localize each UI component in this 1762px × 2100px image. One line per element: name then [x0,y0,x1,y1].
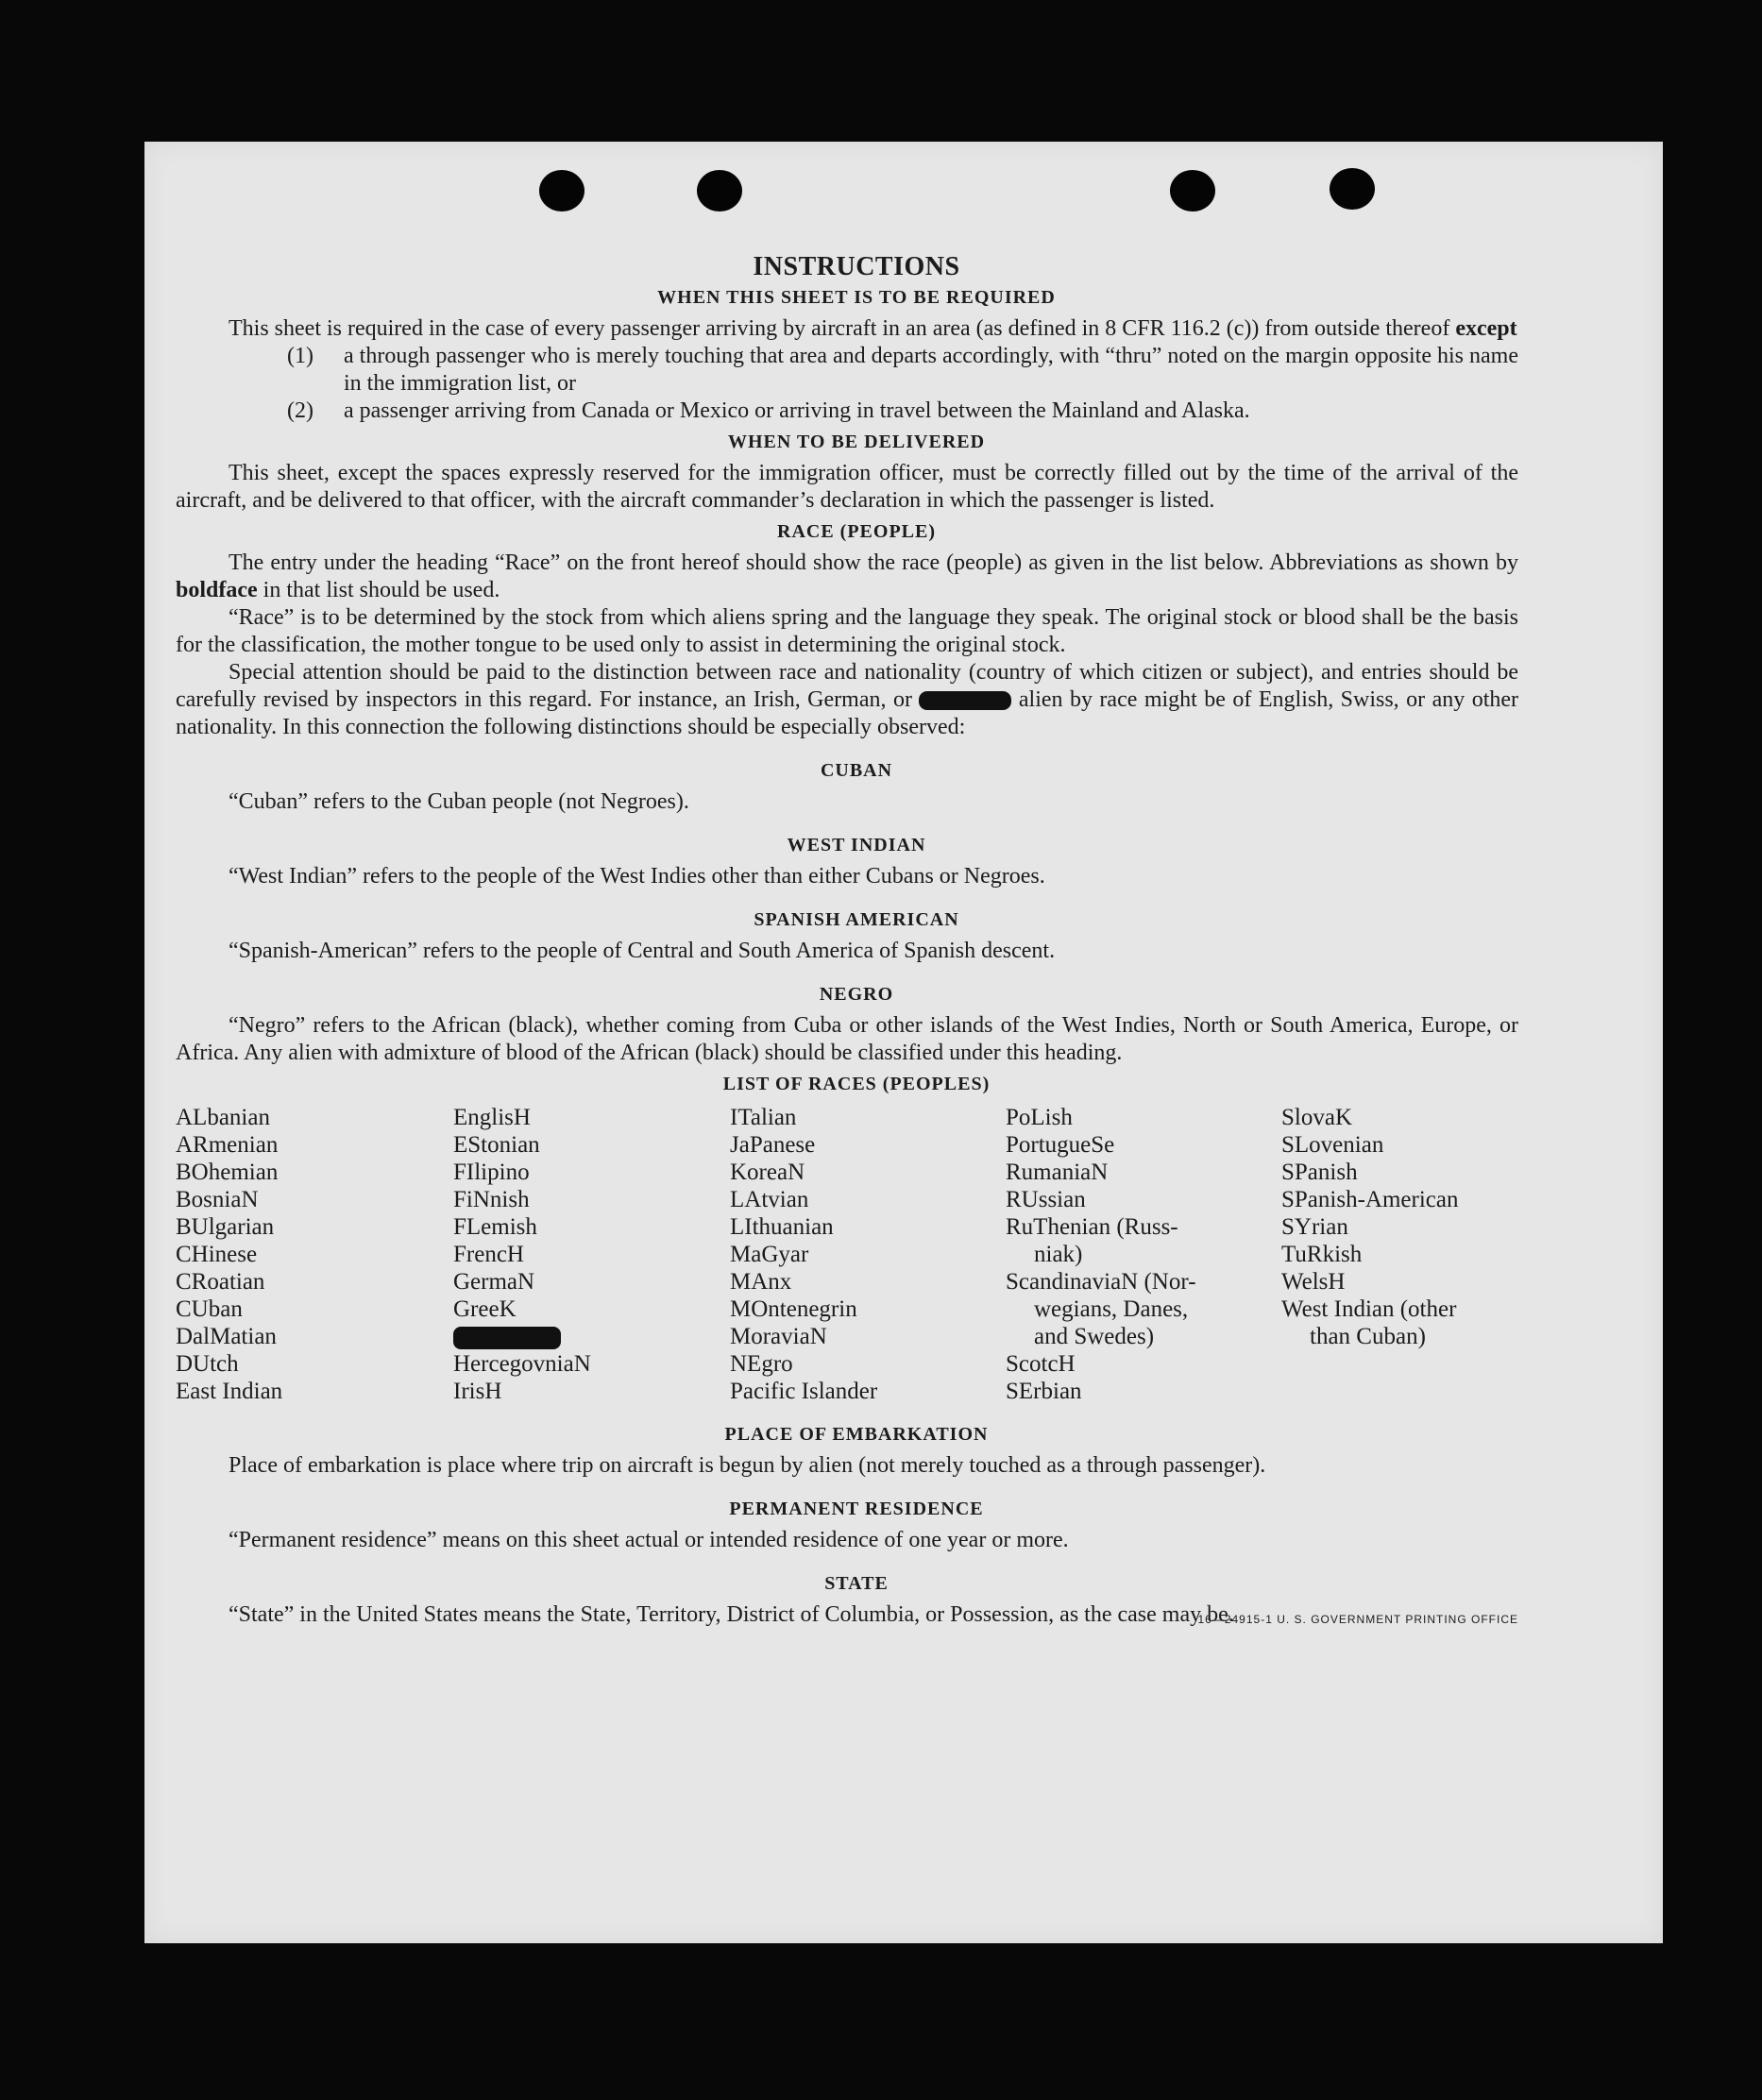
race-entry: West Indian (other [1281,1296,1457,1322]
race-entry: MaGyar [730,1242,809,1267]
race-entry: ALbanian [176,1105,270,1130]
punch-hole [1170,170,1215,212]
document-page [144,142,1663,1943]
races-column [453,1104,730,1405]
race-entry: GermaN [453,1269,535,1295]
heading-race: RACE (PEOPLE) [777,521,936,542]
heading-when-delivered: WHEN TO BE DELIVERED [727,432,986,452]
punch-hole [539,170,585,212]
race-entry: FiNnish [453,1187,530,1212]
residence-text: “Permanent residence” means on this sheet actual or intended residence of one year or more. [229,1528,1069,1552]
races-table [176,1104,1518,1405]
race-entry: DUtch [176,1351,239,1377]
race-entry: CRoatian [176,1269,265,1295]
race-entry: RUssian [1006,1187,1086,1212]
race-entry: MoraviaN [730,1324,827,1349]
heading-state: STATE [824,1573,889,1594]
races-column [730,1104,1006,1405]
printing-office-code: 16—24915-1 U. S. GOVERNMENT PRINTING OFFICE [1197,1613,1518,1626]
race-entry: East Indian [176,1379,283,1404]
race-entry: MAnx [730,1269,792,1295]
race-entry: ITalian [730,1105,797,1130]
race-entry: LAtvian [730,1187,809,1212]
race-entry: and Swedes) [1034,1324,1155,1349]
race-entry: SLovenian [1281,1132,1384,1158]
negro-text: “Negro” refers to the African (black), whether coming from Cuba or other islands of the West Indies, North or South America, Europe, or Africa. Any alien with admixture of blood of the African (black) should be classified under this heading. [176,1013,1518,1065]
race-entry: SPanish-American [1281,1187,1459,1212]
punch-hole [1330,168,1375,210]
west-indian-text: “West Indian” refers to the people of the West Indies other than either Cubans or Negroes. [229,864,1045,889]
races-column [1006,1104,1281,1405]
race-entry: SYrian [1281,1214,1348,1240]
cuban-text: “Cuban” refers to the Cuban people (not Negroes). [229,789,689,814]
spanish-american-text: “Spanish-American” refers to the people of Central and South America of Spanish descent. [229,939,1056,963]
race-entry: niak) [1034,1242,1083,1267]
race-entry: IrisH [453,1379,502,1404]
redaction-mark [453,1327,561,1349]
race-entry: ARmenian [176,1132,279,1158]
race-entry: ScandinaviaN (Nor- [1006,1269,1196,1295]
race-entry: PortugueSe [1006,1132,1115,1158]
punch-hole [697,170,742,212]
race-entry: EnglisH [453,1105,531,1130]
race-entry: KoreaN [730,1160,805,1185]
race-entry: BUlgarian [176,1214,275,1240]
race-entry: CHinese [176,1242,258,1267]
race-entry: ScotcH [1006,1351,1076,1377]
race-entry: GreeK [453,1296,517,1322]
race-entry: RuThenian (Russ- [1006,1214,1178,1240]
race-entry: TuRkish [1281,1242,1363,1267]
races-column [176,1104,453,1405]
race-entry: NEgro [730,1351,793,1377]
heading-west-indian: WEST INDIAN [787,835,926,855]
heading-permanent-residence: PERMANENT RESIDENCE [729,1499,984,1519]
race-entry: SPanish [1281,1160,1358,1185]
race-entry: BosniaN [176,1187,259,1212]
list-item: (2) a passenger arriving from Canada or Mexico or arriving in travel between the Mainland and Alaska. [287,398,1250,423]
race-entry: FIlipino [453,1160,530,1185]
race-entry: BOhemian [176,1160,279,1185]
race-entry: FLemish [453,1214,537,1240]
race-paragraph-3: Special attention should be paid to the distinction between race and nationality (country of which citizen or subject), and entries should be carefully revised by inspectors in this regard. For instance, an Irish, German, or alien by race might be of English, Swiss, or any other nationality. In this connection the following distinctions should be especially observed: [176,660,1519,739]
race-entry: CUban [176,1296,243,1322]
race-entry: than Cuban) [1310,1324,1426,1349]
races-column [1281,1104,1518,1405]
list-item: (1) a through passenger who is merely touching that area and departs accordingly, with “thru” noted on the margin opposite his name in the immigration list, or [287,344,1518,396]
embarkation-text: Place of embarkation is place where trip on aircraft is begun by alien (not merely touched as a through passenger). [229,1453,1266,1478]
race-entry: WelsH [1281,1269,1346,1295]
document-content [176,253,1518,1638]
race-paragraph-2: “Race” is to be determined by the stock from which aliens spring and the language they speak. The original stock or blood shall be the basis for the classification, the mother tongue to be used only to assist in determining the original stock. [176,605,1518,657]
race-entry: MOntenegrin [730,1296,857,1322]
race-entry: HercegovniaN [453,1351,591,1377]
race-entry: SlovaK [1281,1105,1352,1130]
state-text: “State” in the United States means the State, Territory, District of Columbia, or Possession, as the case may be. [229,1602,1234,1627]
heading-list-of-races: LIST OF RACES (PEOPLES) [722,1074,991,1094]
race-entry: LIthuanian [730,1214,834,1240]
race-entry: RumaniaN [1006,1160,1109,1185]
heading-spanish-american: SPANISH AMERICAN [754,909,959,930]
race-entry: EStonian [453,1132,540,1158]
race-entry: wegians, Danes, [1034,1296,1189,1322]
race-entry: PoLish [1006,1105,1073,1130]
heading-cuban: CUBAN [820,760,893,781]
race-paragraph-1: The entry under the heading “Race” on the front hereof should show the race (people) as given in the list below. Abbreviations as shown by boldface in that list should be used. [176,550,1518,602]
page-title: INSTRUCTIONS [753,252,960,281]
heading-when-required: WHEN THIS SHEET IS TO BE REQUIRED [657,287,1056,308]
required-intro: This sheet is required in the case of every passenger arriving by aircraft in an area (as defined in 8 CFR 116.2 (c)) from outside thereof except [229,316,1517,341]
heading-negro: NEGRO [819,984,894,1005]
delivered-text: This sheet, except the spaces expressly reserved for the immigration officer, must be correctly filled out by the time of the arrival of the aircraft, and be delivered to that officer, with the aircraft commander’s declaration in which the passenger is listed. [176,461,1518,513]
race-entry: Pacific Islander [730,1379,878,1404]
heading-embarkation: PLACE OF EMBARKATION [724,1424,989,1445]
race-entry: SErbian [1006,1379,1082,1404]
race-entry: FrencH [453,1242,524,1267]
redaction-mark [919,691,1011,710]
race-entry: DalMatian [176,1324,277,1349]
race-entry: JaPanese [730,1132,816,1158]
